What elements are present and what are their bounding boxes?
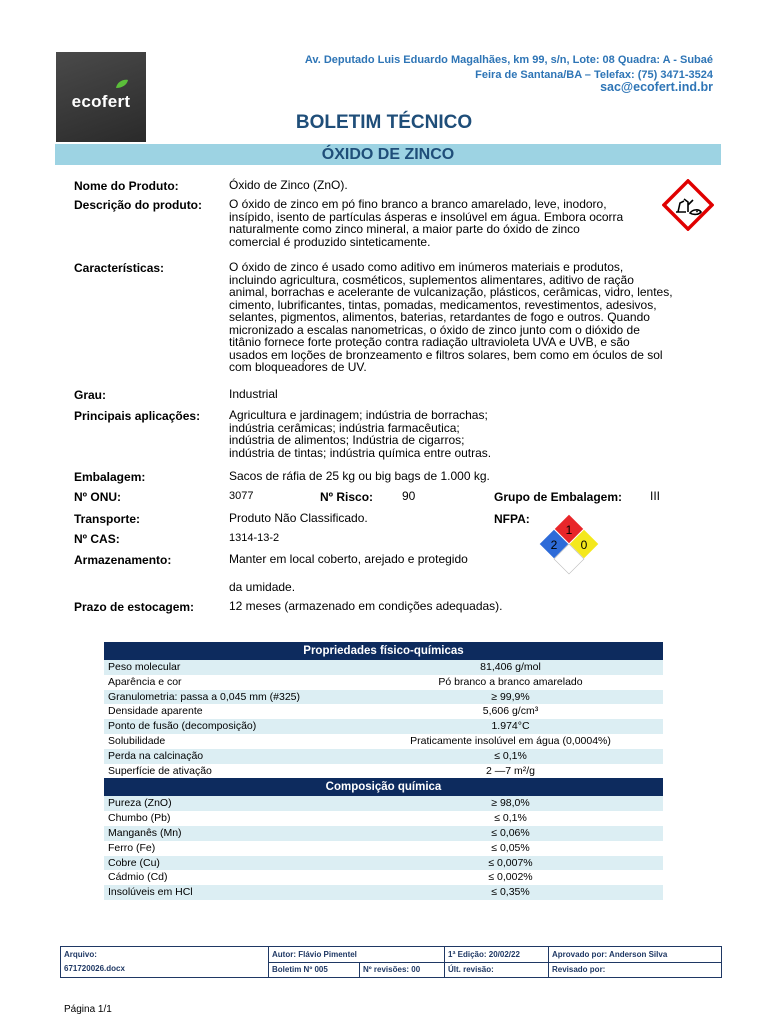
armazenamento-line-1: Manter em local coberto, arejado e protegido: [229, 552, 468, 566]
armazenamento-label: Armazenamento:: [74, 553, 172, 567]
transporte-label: Transporte:: [74, 512, 141, 526]
embalagem-value: Sacos de ráfia de 25 kg ou big bags de 1.000 kg.: [229, 469, 490, 483]
address-line-1: Av. Deputado Luis Eduardo Magalhães, km 99, s/n, Lote: 08 Quadra: A - Subaé: [304, 54, 713, 66]
page-number: Página 1/1: [64, 1004, 112, 1015]
transporte-value: Produto Não Classificado.: [229, 511, 368, 525]
address-line-2: Feira de Santana/BA – Telefax: (75) 3471-3524: [475, 69, 713, 81]
nome-produto-value: Óxido de Zinco (ZnO).: [229, 178, 348, 192]
arquivo-label: Arquivo:: [64, 950, 97, 959]
primeira-edicao: 1ª Edição: 20/02/22: [448, 950, 520, 959]
grupo-embalagem-value: III: [650, 489, 661, 503]
caracteristicas-label: Características:: [74, 261, 165, 275]
leaf-icon: [115, 79, 129, 89]
table-row: Chumbo (Pb) ≤ 0,1%: [108, 812, 527, 825]
table-row: Superfície de ativação 2 —7 m²/g: [108, 764, 535, 777]
onu-label: Nº ONU:: [74, 490, 122, 504]
document-control-footer: [60, 946, 722, 978]
document-title: BOLETIM TÉCNICO: [295, 112, 473, 133]
descricao-value: O óxido de zinco em pó fino branco a branco amarelado, leve, inodoro, insípido, isento de partículas ásperas e insolúvel em água. Embora ocorra naturalmente como zinco mineral, a maior parte do óxido de zinco comercial é produzido sinteticamente.: [229, 197, 624, 249]
nome-produto-label: Nome do Produto:: [74, 179, 179, 193]
table-row: Aparência e cor Pó branco a branco amarelado: [108, 675, 583, 688]
properties-table-header: Propriedades físico-químicas: [104, 642, 663, 660]
table-row: Manganês (Mn) ≤ 0,06%: [104, 826, 663, 841]
aprovado-por: Aprovado por: Anderson Silva: [552, 950, 668, 959]
grupo-embalagem-label: Grupo de Embalagem:: [494, 490, 623, 504]
caracteristicas-value: O óxido de zinco é usado como aditivo em inúmeros materiais e produtos, incluindo agricultura, cosméticos, suplementos alimentares, aditivo de ração animal, borrachas e acelerante de vulcanização, plásticos, cerâmicas, vidro, lentes, cimento, lubrificantes, tintas, pomadas, medicamentos, revestimentos, adesivos, selantes, pigmentos, alimentos, baterias, retardantes de fogo e outros. Quando micronizado a escalas nanometricas, o óxido de zinco junto com o dióxido de titânio fornece forte proteção contra radiação ultravioleta UVA e UVB, e são usados em loções de bronzeamento e filtros solares, bem como em óculos de sol com bloqueadores de UV.: [229, 260, 673, 374]
table-row: Ponto de fusão (decomposição) 1.974°C: [104, 719, 663, 734]
cas-value: 1314-13-2: [229, 532, 280, 544]
table-row: Solubilidade Praticamente insolúvel em água (0,0004%): [108, 734, 611, 747]
nfpa-flammability: 1: [565, 523, 573, 537]
revisado-por: Revisado por:: [552, 965, 606, 974]
grau-value: Industrial: [229, 387, 278, 401]
nfpa-label: NFPA:: [494, 512, 530, 526]
risco-value: 90: [402, 489, 416, 503]
armazenamento-line-2: da umidade.: [229, 580, 296, 594]
onu-value: 3077: [229, 490, 254, 502]
aplicacoes-label: Principais aplicações:: [74, 409, 201, 423]
table-row: Densidade aparente 5,606 g/cm³: [108, 705, 539, 718]
prazo-label: Prazo de estocagem:: [74, 600, 195, 614]
numero-revisoes: Nº revisões: 00: [363, 965, 421, 974]
descricao-label: Descrição do produto:: [74, 198, 203, 212]
table-row: Cádmio (Cd) ≤ 0,002%: [108, 871, 533, 884]
cas-label: Nº CAS:: [74, 532, 120, 546]
ultima-revisao: Últ. revisão:: [448, 965, 494, 974]
product-banner: ÓXIDO DE ZINCO: [55, 144, 721, 165]
table-row: Peso molecular 81,406 g/mol: [104, 660, 663, 675]
nfpa-health: 2: [550, 538, 558, 552]
nfpa-instability: 0: [580, 538, 588, 552]
table-row: Perda na calcinação ≤ 0,1%: [104, 749, 663, 764]
logo-text: ecofert: [71, 92, 131, 111]
properties-table: [104, 642, 663, 900]
table-row: Insolúveis em HCl ≤ 0,35%: [104, 885, 663, 900]
aplicacoes-value: Agricultura e jardinagem; indústria de borrachas; indústria cerâmicas; indústria farmacêutica; indústria de alimentos; Indústria de cigarros; indústria de tintas; indústria química entre outras.: [229, 408, 492, 460]
boletim-numero: Boletim Nº 005: [272, 965, 328, 974]
grau-label: Grau:: [74, 388, 107, 402]
risco-label: Nº Risco:: [320, 490, 374, 504]
table-row: Granulometria: passa a 0,045 mm (#325) ≥ 99,9%: [104, 690, 663, 705]
embalagem-label: Embalagem:: [74, 470, 146, 484]
prazo-value: 12 meses (armazenado em condições adequadas).: [229, 599, 503, 613]
autor: Autor: Flávio Pimentel: [272, 950, 357, 959]
nfpa-diamond-icon: [538, 513, 600, 575]
arquivo-value: 671720026.docx: [64, 964, 125, 973]
composition-table-header: Composição química: [104, 778, 663, 796]
table-row: Ferro (Fe) ≤ 0,05%: [108, 841, 530, 854]
table-row: Pureza (ZnO) ≥ 98,0%: [104, 796, 663, 811]
table-row: Cobre (Cu) ≤ 0,007%: [104, 856, 663, 871]
email-link[interactable]: sac@ecofert.ind.br: [600, 80, 713, 94]
